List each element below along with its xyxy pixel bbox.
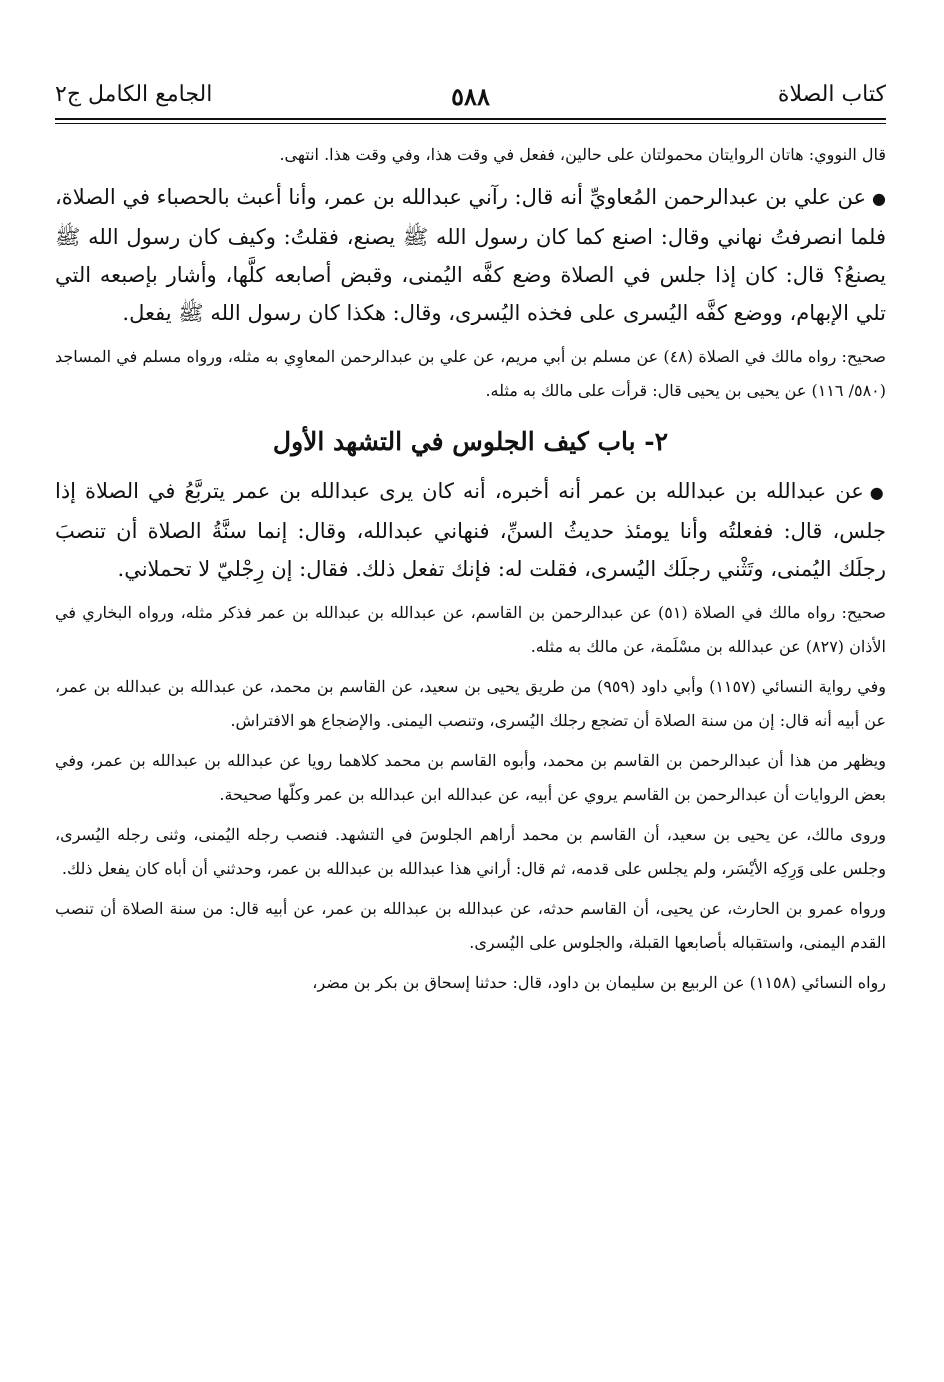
hadith-paragraph: ●عن عبدالله بن عبدالله بن عمر أنه أخبره، أنه كان يرى عبدالله بن عمر يتربَّعُ في الصلاة إذا جلس، قال: ففعلتُه وأنا يومئذ حديثُ السنِّ، فنهاني عبدالله، وقال: إنما سنَّةُ الصلاة أن تنصبَ رجلَك اليُمنى، وتَثْني رجلَك اليُسرى، فقلت له: فإنك تفعل ذلك. فقال: إن رِجْليّ لا تحملاني. (55, 479, 886, 581)
header-rule (55, 118, 886, 124)
page-body (55, 138, 886, 1006)
chapter-title: كتاب الصلاة (777, 82, 886, 107)
commentary-paragraph: قال النووي: هاتان الروايتان محمولتان على حالين، ففعل في وقت هذا، وفي وقت هذا. انتهى. (279, 145, 886, 164)
page-number: ٥٨٨ (451, 82, 490, 111)
section-heading: ٢- باب كيف الجلوس في التشهد الأول (272, 427, 669, 456)
commentary-paragraph: وفي رواية النسائي (١١٥٧) وأبي داود (٩٥٩) من طريق يحيى بن سعيد، عن القاسم بن محمد، عن عبدالله بن عبدالله بن عمر، عن أبيه أنه قال: إن من سنة الصلاة أن تضجع رجلك اليُسرى، وتنصب اليمنى. والإضجاع هو الافتراش. (55, 677, 887, 730)
commentary-paragraph: صحيح: رواه مالك في الصلاة (٥١) عن عبدالرحمن بن القاسم، عن عبدالله بن عبدالله بن عمر فذكر مثله، ورواه البخاري في الأذان (٨٢٧) عن عبدالله بن مسْلَمة، عن مالك به مثله. (55, 603, 887, 656)
book-title: الجامع الكامل ج٢ (55, 82, 213, 107)
commentary-paragraph: صحيح: رواه مالك في الصلاة (٤٨) عن مسلم بن أبي مريم، عن علي بن عبدالرحمن المعاوِي به مثله، ورواه مسلم في المساجد (٥٨٠/ ١١٦) عن يحيى بن يحيى قال: قرأت على مالك به مثله. (55, 347, 887, 400)
bullet-icon: ● (872, 189, 886, 208)
commentary-paragraph: ويظهر من هذا أن عبدالرحمن بن القاسم بن محمد، وأبوه القاسم بن محمد كلاهما رويا عن عبدالله بن عبدالله بن عمر، وفي بعض الروايات أن عبدالرحمن بن القاسم يروي عن أبيه، عن عبدالله ابن عبدالله بن عمر وكلّها صحيحة. (55, 751, 886, 804)
commentary-paragraph: رواه النسائي (١١٥٨) عن الربيع بن سليمان بن داود، قال: حدثنا إسحاق بن بكر بن مضر، (312, 973, 886, 992)
running-header (55, 78, 886, 118)
hadith-paragraph: ●عن علي بن عبدالرحمن المُعاويِّ أنه قال: رآني عبدالله بن عمر، وأنا أعبث بالحصباء في الصلاة، فلما انصرفتُ نهاني وقال: اصنع كما كان رسول الله ﷺ يصنع، فقلتُ: وكيف كان رسول الله ﷺ يصنعُ؟ قال: كان إذا جلس في الصلاة وضع كفَّه اليُمنى، وقبض أصابعه كلَّها، وأشار بإصبعه التي تلي الإبهام، ووضع كفَّه اليُسرى على فخذه اليُسرى، وقال: هكذا كان رسول الله ﷺ يفعل. (55, 185, 886, 325)
bullet-icon: ● (869, 483, 886, 502)
commentary-paragraph: وروى مالك، عن يحيى بن سعيد، أن القاسم بن محمد أراهم الجلوسَ في التشهد. فنصب رجله اليُمنى، وثنى رجله اليُسرى، وجلس على وَرِكِه الأيْسَر، ولم يجلس على قدمه، ثم قال: أراني هذا عبدالله بن عبدالله بن عمر، وحدثني أن أباه كان يفعل ذلك. (55, 825, 886, 878)
commentary-paragraph: ورواه عمرو بن الحارث، عن يحيى، أن القاسم حدثه، عن عبدالله بن عبدالله بن عمر، عن أبيه قال: من سنة الصلاة أن تنصب القدم اليمنى، واستقباله بأصابعها القبلة، والجلوس على اليُسرى. (55, 899, 886, 952)
